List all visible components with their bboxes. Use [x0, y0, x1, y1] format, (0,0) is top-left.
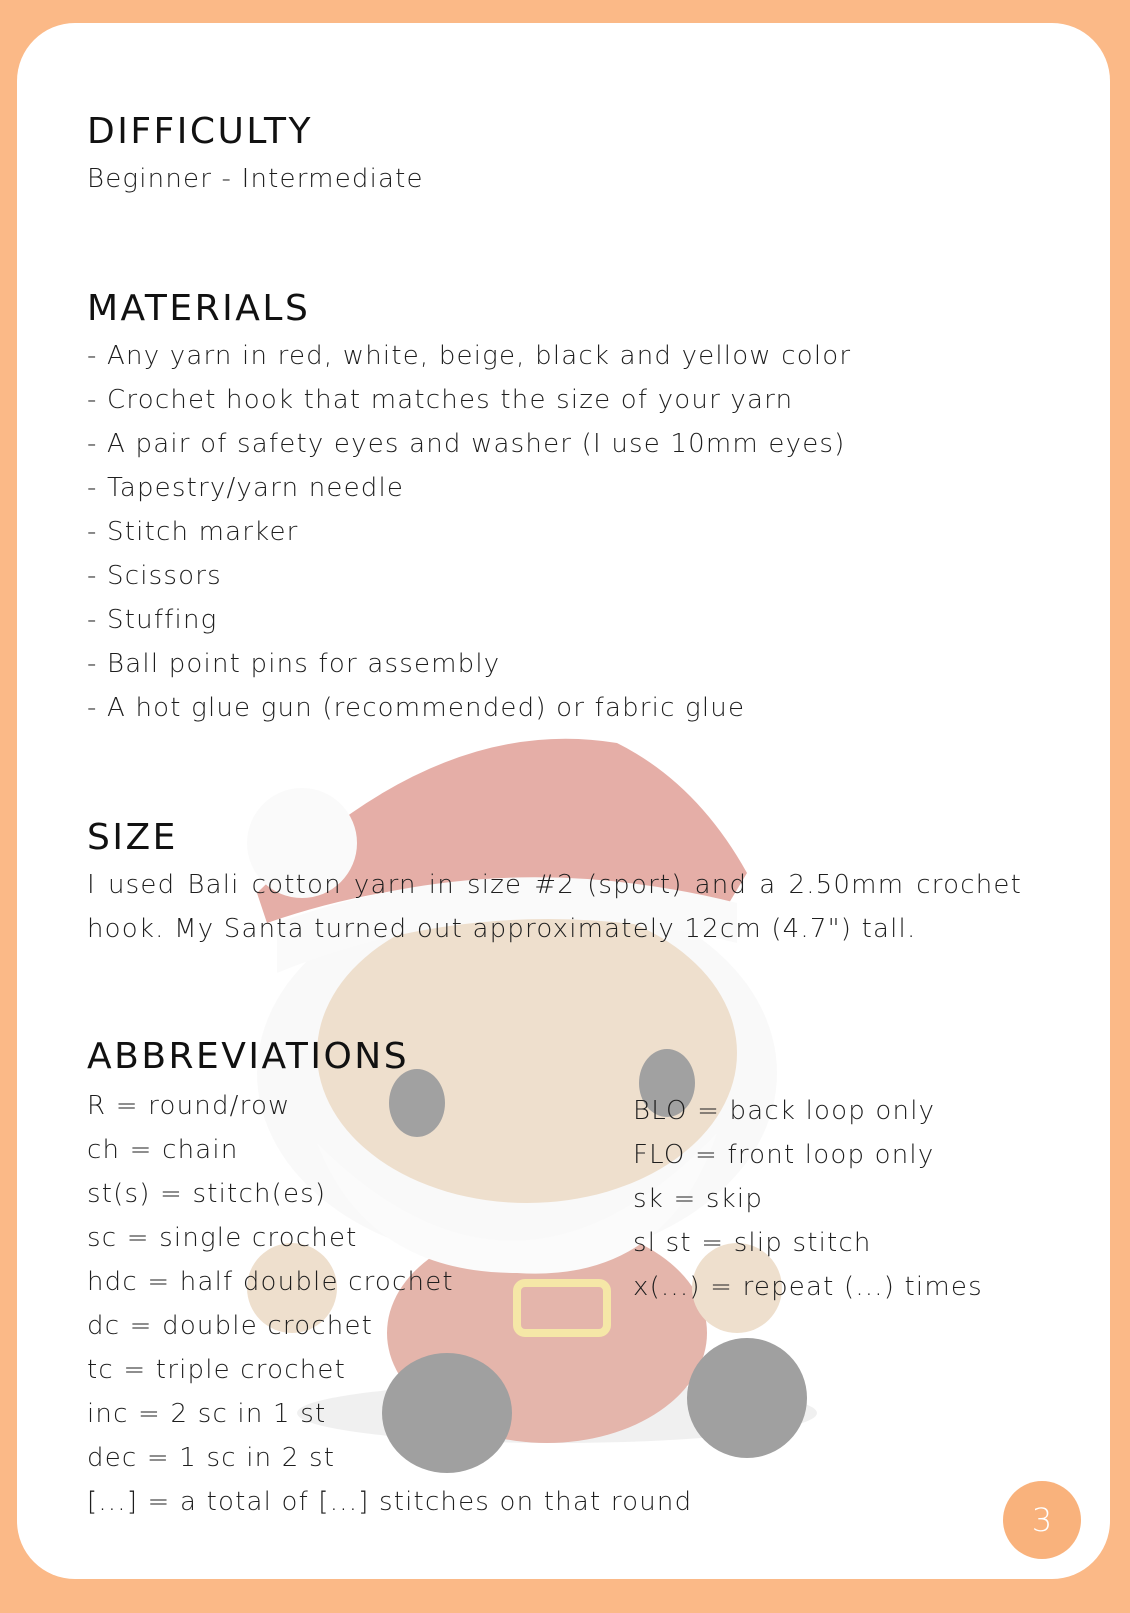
- abbreviation-item: R = round/row: [87, 1091, 291, 1121]
- abbreviation-item: x(...) = repeat (...) times: [633, 1272, 983, 1302]
- material-item: - Crochet hook that matches the size of your yarn: [87, 385, 794, 415]
- abbreviation-item: BLO = back loop only: [633, 1096, 936, 1126]
- material-item: - A hot glue gun (recommended) or fabric glue: [87, 693, 746, 723]
- page-number-badge: 3: [1003, 1481, 1081, 1559]
- difficulty-value: Beginner - Intermediate: [87, 164, 424, 194]
- material-item: - Tapestry/yarn needle: [87, 473, 405, 503]
- size-heading: SIZE: [87, 817, 178, 858]
- abbreviations-right-list: [633, 1089, 983, 1309]
- materials-list: [87, 334, 851, 730]
- page-card: [17, 23, 1110, 1579]
- abbreviation-item: dc = double crochet: [87, 1311, 374, 1341]
- material-item: - A pair of safety eyes and washer (I use 10mm eyes): [87, 429, 846, 459]
- abbreviation-item: dec = 1 sc in 2 st: [87, 1443, 336, 1473]
- abbreviation-item: sk = skip: [633, 1184, 764, 1214]
- abbreviation-item: [...] = a total of [...] stitches on that round: [87, 1487, 693, 1517]
- abbreviation-item: sc = single crochet: [87, 1223, 358, 1253]
- abbreviation-item: FLO = front loop only: [633, 1140, 935, 1170]
- difficulty-heading: DIFFICULTY: [87, 111, 313, 152]
- abbreviations-heading: ABBREVIATIONS: [87, 1036, 410, 1077]
- material-item: - Any yarn in red, white, beige, black and yellow color: [87, 341, 852, 371]
- abbreviations-left-list: [87, 1084, 692, 1524]
- abbreviation-item: ch = chain: [87, 1135, 239, 1165]
- size-text: I used Bali cotton yarn in size #2 (sport) and a 2.50mm crochet hook. My Santa turned out approximately 12cm (4.7") tall.: [87, 870, 1022, 944]
- abbreviation-item: inc = 2 sc in 1 st: [87, 1399, 327, 1429]
- material-item: - Stitch marker: [87, 517, 299, 547]
- abbreviation-item: sl st = slip stitch: [633, 1228, 872, 1258]
- material-item: - Ball point pins for assembly: [87, 649, 501, 679]
- abbreviation-item: hdc = half double crochet: [87, 1267, 454, 1297]
- materials-heading: MATERIALS: [87, 288, 311, 329]
- abbreviation-item: tc = triple crochet: [87, 1355, 346, 1385]
- material-item: - Stuffing: [87, 605, 218, 635]
- abbreviation-item: st(s) = stitch(es): [87, 1179, 327, 1209]
- material-item: - Scissors: [87, 561, 222, 591]
